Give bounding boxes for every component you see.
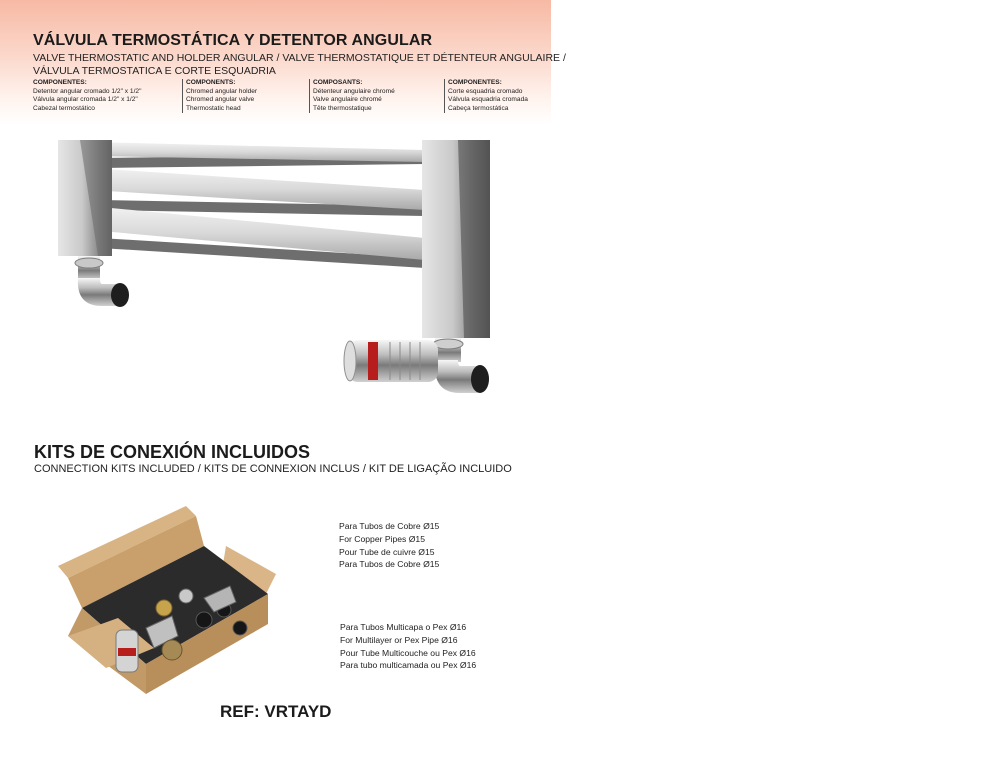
multilayer-pipe-line: Pour Tube Multicouche ou Pex Ø16 (340, 647, 476, 658)
component-item: Corte esquadria cromado (448, 87, 523, 95)
component-item: Detentor angular cromado 1/2" x 1/2" (33, 87, 142, 95)
component-item: Válvula esquadria cromada (448, 96, 528, 104)
copper-pipe-line: Para Tubos de Cobre Ø15 (339, 559, 440, 570)
multilayer-pipe-line: Para tubo multicamada ou Pex Ø16 (340, 660, 477, 671)
connection-kit-box-photo (54, 498, 284, 703)
multilayer-pipe-list (340, 621, 476, 672)
copper-pipe-line: Para Tubos de Cobre Ø15 (339, 521, 440, 531)
subtitle-line-1: VALVE THERMOSTATIC AND HOLDER ANGULAR / VALVE THERMOSTATIQUE ET DÉTENTEUR ANGULAIRE / (33, 52, 566, 64)
components-heading: COMPONENTES: (448, 79, 502, 86)
radiator-valve-photo (50, 138, 540, 413)
components-es (30, 79, 141, 113)
subtitle-line-2: VÁLVULA TERMOSTATICA E CORTE ESQUADRIA (33, 65, 276, 77)
component-item: Chromed angular valve (186, 96, 255, 104)
component-item: Válvula angular cromada 1/2" x 1/2" (33, 96, 138, 104)
multilayer-pipe-line: Para Tubos Multicapa o Pex Ø16 (340, 622, 467, 632)
component-item: Cabezal termostático (33, 104, 95, 112)
component-item: Thermostatic head (186, 104, 241, 112)
kits-title: KITS DE CONEXIÓN INCLUIDOS (34, 442, 311, 462)
copper-pipe-list (339, 520, 439, 571)
page-title: VÁLVULA TERMOSTÁTICA Y DETENTOR ANGULAR (33, 32, 433, 49)
multilayer-pipe-line: For Multilayer or Pex Pipe Ø16 (340, 634, 458, 645)
product-reference: REF: VRTAYD (220, 702, 332, 721)
component-item: Tête thermostatique (313, 104, 372, 112)
copper-pipe-line: Pour Tube de cuivre Ø15 (339, 546, 435, 557)
components-heading: COMPOSANTS: (313, 79, 363, 86)
component-item: Chromed angular holder (186, 87, 258, 95)
components-heading: COMPONENTS: (186, 79, 236, 86)
component-item: Valve angulaire chromé (313, 96, 382, 104)
components-en (182, 79, 257, 113)
components-fr (309, 79, 395, 113)
components-pt (444, 79, 528, 113)
component-item: Cabeça termostática (448, 104, 509, 112)
page-subtitle (33, 52, 566, 78)
kits-subtitle: CONNECTION KITS INCLUDED / KITS DE CONNEXION INCLUS / KIT DE LIGAÇÃO INCLUIDO (34, 463, 512, 475)
copper-pipe-line: For Copper Pipes Ø15 (339, 533, 425, 544)
component-item: Détenteur angulaire chromé (313, 87, 395, 95)
components-heading: COMPONENTES: (33, 79, 87, 86)
